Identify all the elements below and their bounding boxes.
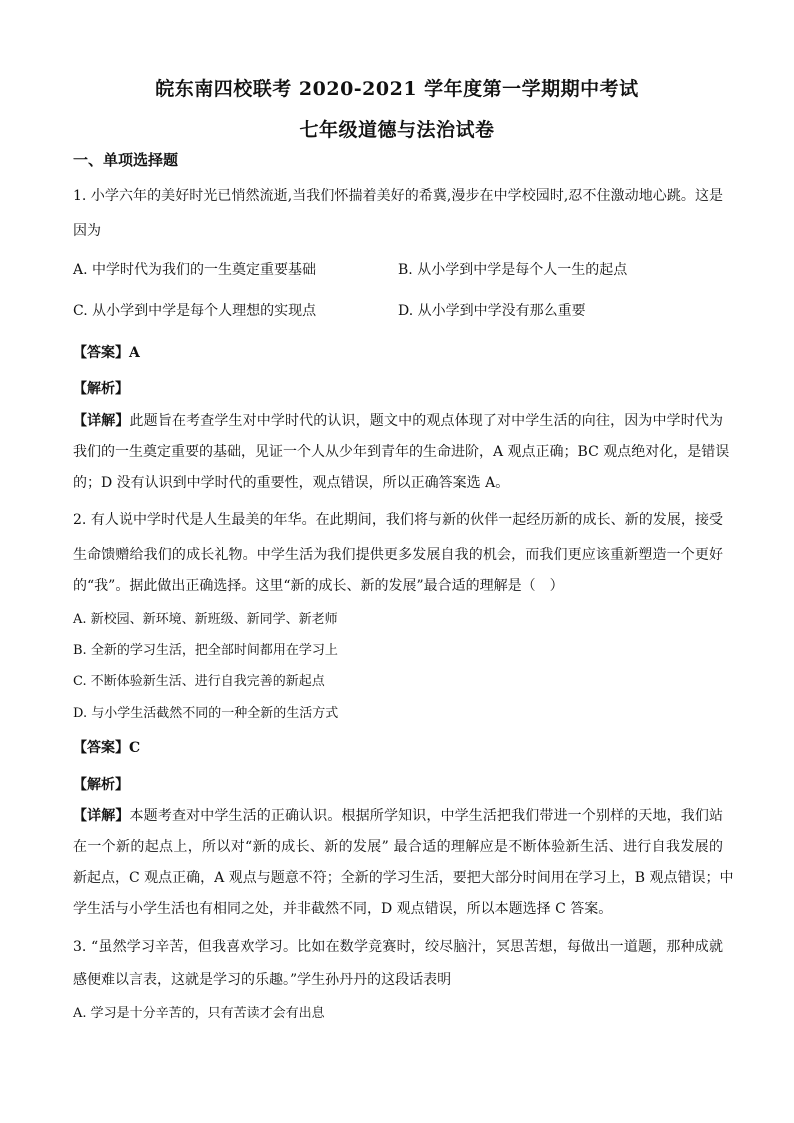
- q1-answer: 【答案】A: [73, 345, 140, 361]
- q3-stem-line-2: 感便难以言表，这就是学习的乐趣。”学生孙丹丹的这段话表明: [73, 972, 452, 988]
- q2-option-a: A. 新校园、新环境、新班级、新同学、新老师: [73, 612, 338, 627]
- q1-option-c: C. 从小学到中学是每个人理想的实现点: [73, 303, 317, 319]
- q2-detail-line-1: [73, 806, 723, 826]
- q1-option-d: D. 从小学到中学没有那么重要: [398, 303, 586, 319]
- q2-answer: 【答案】C: [73, 740, 141, 756]
- q2-option-c: C. 不断体验新生活、进行自我完善的新起点: [73, 674, 325, 689]
- q1-detail-line-2: 我们的一生奠定重要的基础，见证一个人从少年到青年的生命进阶，A 观点正确；BC 观点绝对化，是错误: [73, 444, 730, 460]
- q2-detail-line-4: 学生活与小学生活也有相同之处，并非截然不同，D 观点错误，所以本题选择 C 答案。: [73, 901, 613, 917]
- q2-analysis-label: 【解析】: [73, 777, 129, 793]
- exam-subtitle: 七年级道德与法治试卷: [299, 119, 495, 141]
- q2-stem-line-2: 生命馈赠给我们的成长礼物。中学生活为我们提供更多发展自我的机会，而我们更应该重新塑造一个更好: [73, 547, 723, 563]
- q3-option-a: A. 学习是十分辛苦的，只有苦读才会有出息: [73, 1006, 325, 1021]
- exam-title: 皖东南四校联考 2020-2021 学年度第一学期期中考试: [155, 78, 639, 100]
- q1-detail-line-1: [73, 411, 723, 431]
- q1-option-b: B. 从小学到中学是每个人一生的起点: [398, 262, 628, 278]
- q1-analysis-label: 【解析】: [73, 381, 129, 397]
- q1-detail-text: 此题旨在考查学生对中学时代的认识，题文中的观点体现了对中学生活的向往，因为中学时代为: [129, 413, 724, 429]
- q2-option-d: D. 与小学生活截然不同的一种全新的生活方式: [73, 706, 339, 721]
- q1-stem-line-1: 1. 小学六年的美好时光已悄然流逝,当我们怀揣着美好的希冀,漫步在中学校园时,忍不住激动地心跳。这是: [73, 188, 723, 204]
- q2-detail-line-3: 新起点，C 观点正确，A 观点与题意不符；全新的学习生活，要把大部分时间用在学习上，B 观点错误；中: [73, 870, 734, 886]
- q2-stem-line-1: 2. 有人说中学时代是人生最美的年华。在此期间，我们将与新的伙伴一起经历新的成长、新的发展，接受: [73, 512, 723, 528]
- q1-option-a: A. 中学时代为我们的一生奠定重要基础: [73, 262, 317, 278]
- q2-stem-line-3: 的“我”。据此做出正确选择。这里“新的成长、新的发展”最合适的理解是（ ）: [73, 578, 564, 594]
- q1-detail-line-3: 的；D 没有认识到中学时代的重要性，观点错误，所以正确答案选 A。: [73, 475, 510, 491]
- q2-detail-text: 本题考查对中学生活的正确认识。根据所学知识，中学生活把我们带进一个别样的天地，我们站: [129, 808, 724, 824]
- q1-stem-line-2: 因为: [73, 223, 101, 239]
- section-heading: 一、单项选择题: [73, 151, 179, 169]
- q2-detail-tag: 【详解】: [73, 808, 130, 824]
- q3-stem-line-1: 3. “虽然学习辛苦，但我喜欢学习。比如在数学竞赛时，绞尽脑汁，冥思苦想，每做出一道题，那种成就: [73, 939, 723, 955]
- q2-option-b: B. 全新的学习生活，把全部时间都用在学习上: [73, 643, 338, 658]
- q1-detail-tag: 【详解】: [73, 413, 130, 429]
- q2-detail-line-2: 在一个新的起点上，所以对“新的成长、新的发展” 最合适的理解应是不断体验新生活、进行自我发展的: [73, 839, 723, 855]
